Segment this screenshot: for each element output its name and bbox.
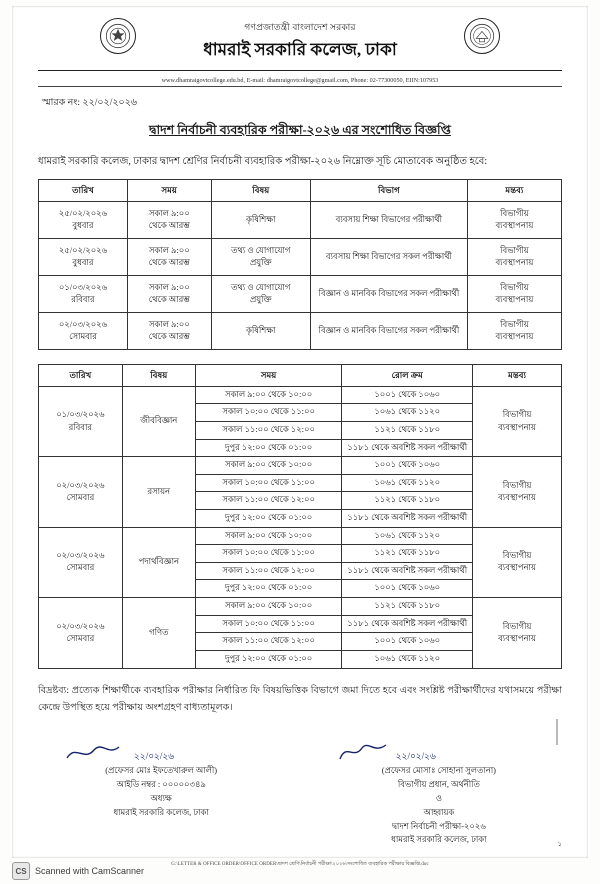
signature-convener bbox=[316, 738, 562, 847]
th-time: সময় bbox=[195, 364, 341, 386]
signature-date-left: ২২/০২/২৬ bbox=[134, 751, 175, 762]
cell-day: রবিবার bbox=[68, 422, 93, 432]
table-header-row bbox=[39, 180, 562, 202]
camscanner-badge-icon: CS bbox=[12, 862, 30, 880]
cell-time: দুপুর ১২:০০ থেকে ০১:০০ bbox=[195, 510, 341, 528]
cell-remark: বিভাগীয় bbox=[500, 319, 529, 329]
principal-designation: অধ্যক্ষ bbox=[150, 793, 172, 803]
file-path-footer: G:\LETTER & OFFICE ORDER\OFFICE ORDER\দ্বাদশ শ্রেণি\নির্বাচনী পরীক্ষা\২০২৬\সংশোধিত ব্যবহারিক পরীক্ষার বিজ্ঞপ্তি.doc bbox=[171, 862, 429, 868]
principal-name: (প্রফেসর মোঃ ইফতেখারুল আলী) bbox=[105, 766, 218, 776]
table-row bbox=[39, 312, 562, 349]
cell-remark2: ব্যবস্থাপনায় bbox=[498, 563, 536, 573]
cell-roll: ১০০১ থেকে ১০৬০ bbox=[342, 457, 473, 475]
cell-roll: ১১৮১ থেকে অবশিষ্ট সকল পরীক্ষার্থী bbox=[342, 510, 473, 528]
note-paragraph: বিদ্রষ্টব্য: প্রত্যেক শিক্ষার্থীকে ব্যবহারিক পরীক্ষার নির্ধারিত ফি বিষয়ভিত্তিক বিভাগে জমা দিতে হবে এবং সংশ্লিষ্ট পরীক্ষার্থীদের যথাসময়ে পরীক্ষা কেন্দ্রে উপস্থিত হয়ে পরীক্ষায় অংশগ্রহণ বাধ্যতামূলক। bbox=[38, 684, 562, 713]
signature-principal bbox=[38, 738, 284, 847]
cell-date: ২৫/০২/২০২৬ bbox=[58, 208, 108, 218]
cell-day: বুধবার bbox=[72, 220, 94, 230]
cell-subject: জীববিজ্ঞান bbox=[122, 386, 195, 456]
page-title: দ্বাদশ নির্বাচনী ব্যবহারিক পরীক্ষা-২০২৬ এর সংশোধিত বিজ্ঞপ্তি bbox=[149, 122, 451, 137]
cell-roll: ১১৮১ থেকে অবশিষ্ট সকল পরীক্ষার্থী bbox=[342, 615, 473, 633]
th-group: বিভাগ bbox=[310, 180, 467, 202]
table-row bbox=[39, 386, 562, 404]
table-row bbox=[39, 598, 562, 616]
cell-subject: তথ্য ও যোগাযোগ bbox=[231, 282, 291, 292]
cell-remark: বিভাগীয় bbox=[502, 551, 532, 561]
cell-time2: থেকে আরম্ভ bbox=[148, 331, 190, 341]
cell-remark2: ব্যবস্থাপনায় bbox=[498, 422, 536, 432]
cell-date: ০২/০৩/২০২৬ bbox=[56, 480, 105, 490]
cell-date: ০১/০৩/২০২৬ bbox=[56, 410, 105, 420]
cell-roll: ১০৬১ থেকে ১১২০ bbox=[342, 404, 473, 422]
cell-day: রবিবার bbox=[71, 294, 95, 304]
cell-remark: বিভাগীয় bbox=[502, 621, 532, 631]
cell-subject: তথ্য ও যোগাযোগ bbox=[231, 245, 291, 255]
cell-subject: গণিত bbox=[122, 598, 195, 668]
cell-time: সকাল ১০:০০ থেকে ১১:০০ bbox=[195, 545, 341, 563]
page-number: ১ bbox=[557, 840, 562, 848]
cell-subject2: প্রযুক্তি bbox=[249, 257, 272, 267]
cell-time: সকাল ৯:০০ bbox=[148, 208, 190, 218]
table-row bbox=[39, 201, 562, 238]
cell-roll: ১১২১ থেকে ১১৮০ bbox=[342, 545, 473, 563]
cell-roll: ১০৬১ থেকে ১১২০ bbox=[342, 650, 473, 668]
th-date: তারিখ bbox=[39, 180, 128, 202]
cell-time: সকাল ১০:০০ থেকে ১১:০০ bbox=[195, 615, 341, 633]
table-row bbox=[39, 457, 562, 475]
cell-time: সকাল ১১:০০ থেকে ১২:০০ bbox=[195, 492, 341, 510]
cell-time: সকাল ৯:০০ bbox=[148, 245, 190, 255]
cell-remark2: ব্যবস্থাপনায় bbox=[498, 633, 536, 643]
cell-roll: ১১২১ থেকে ১১৮০ bbox=[342, 492, 473, 510]
cell-time: সকাল ৯:০০ থেকে ১০:০০ bbox=[195, 386, 341, 404]
cell-remark2: ব্যবস্থাপনায় bbox=[495, 220, 534, 230]
th-remark: মন্তব্য bbox=[467, 180, 561, 202]
cell-time: সকাল ১০:০০ থেকে ১১:০০ bbox=[195, 474, 341, 492]
cell-roll: ১০০১ থেকে ১০৬০ bbox=[342, 580, 473, 598]
principal-institution: ধামরাই সরকারি কলেজ, ঢাকা bbox=[113, 807, 209, 817]
cell-roll: ১১২১ থেকে ১১৮০ bbox=[342, 598, 473, 616]
th-date: তারিখ bbox=[39, 364, 123, 386]
cell-time2: থেকে আরম্ভ bbox=[148, 257, 190, 267]
document-header bbox=[38, 16, 562, 87]
cell-day: সোমবার bbox=[66, 563, 95, 573]
scanned-paper bbox=[12, 6, 588, 868]
cell-subject: পদার্থবিজ্ঞান bbox=[122, 527, 195, 597]
th-subject: বিষয় bbox=[211, 180, 310, 202]
cell-time: সকাল ৯:০০ থেকে ১০:০০ bbox=[195, 527, 341, 545]
th-roll: রোল ক্রম bbox=[342, 364, 473, 386]
th-time: সময় bbox=[127, 180, 211, 202]
camscanner-text: Scanned with CamScanner bbox=[35, 866, 145, 876]
cell-time: সকাল ১০:০০ থেকে ১১:০০ bbox=[195, 404, 341, 422]
cell-subject2: প্রযুক্তি bbox=[249, 294, 272, 304]
cell-time: সকাল ১১:০০ থেকে ১২:০০ bbox=[195, 422, 341, 440]
convener-department: বিভাগীয় প্রধান, অর্থনীতি bbox=[397, 779, 480, 789]
signature-block bbox=[38, 738, 562, 847]
schedule-table-2 bbox=[38, 364, 562, 669]
cell-time: সকাল ১১:০০ থেকে ১২:০০ bbox=[195, 633, 341, 651]
cell-time: সকাল ৯:০০ bbox=[148, 282, 190, 292]
cell-remark: বিভাগীয় bbox=[500, 208, 529, 218]
th-subject: বিষয় bbox=[122, 364, 195, 386]
convener-role: আহ্বায়ক bbox=[423, 807, 455, 817]
cell-group: ব্যবসায় শিক্ষা বিভাগের পরীক্ষার্থী bbox=[310, 201, 467, 238]
cell-roll: ১০০১ থেকে ১০৬০ bbox=[342, 633, 473, 651]
govt-line: গণপ্রজাতন্ত্রী বাংলাদেশ সরকার bbox=[244, 22, 356, 32]
cell-remark2: ব্যবস্থাপনায় bbox=[495, 257, 534, 267]
cell-day: বুধবার bbox=[72, 257, 94, 267]
cell-roll: ১০৬১ থেকে ১১২০ bbox=[342, 527, 473, 545]
cell-roll: ১০০১ থেকে ১০৬০ bbox=[342, 386, 473, 404]
cell-time: সকাল ৯:০০ bbox=[148, 319, 190, 329]
cell-roll: ১১২১ থেকে ১১৮০ bbox=[342, 422, 473, 440]
cell-day: সোমবার bbox=[66, 492, 95, 502]
schedule-table-1 bbox=[38, 179, 562, 350]
cell-day: সোমবার bbox=[69, 331, 97, 341]
signature-mark-right bbox=[316, 738, 562, 764]
cell-roll: ১১৮১ থেকে অবশিষ্ট সকল পরীক্ষার্থী bbox=[342, 439, 473, 457]
table-row bbox=[39, 527, 562, 545]
cell-subject: কৃষিশিক্ষা bbox=[246, 325, 276, 335]
document-body bbox=[12, 6, 588, 868]
govt-seal-icon bbox=[100, 18, 136, 54]
college-name: ধামরাই সরকারি কলেজ, ঢাকা bbox=[203, 40, 397, 59]
cell-subject: কৃষিশিক্ষা bbox=[246, 214, 276, 224]
cell-time: দুপুর ১২:০০ থেকে ০১:০০ bbox=[195, 439, 341, 457]
cell-date: ০২/০৩/২০২৬ bbox=[58, 319, 108, 329]
cell-day: সোমবার bbox=[66, 633, 95, 643]
cell-remark2: ব্যবস্থাপনায় bbox=[498, 492, 536, 502]
table-row bbox=[39, 275, 562, 312]
table-header-row bbox=[39, 364, 562, 386]
convener-conjunction: ও bbox=[435, 793, 442, 803]
cell-group: বিজ্ঞান ও মানবিক বিভাগের সকল পরীক্ষার্থী bbox=[310, 312, 467, 349]
table-row bbox=[39, 238, 562, 275]
cell-remark2: ব্যবস্থাপনায় bbox=[495, 331, 534, 341]
cell-remark: বিভাগীয় bbox=[502, 480, 532, 490]
convener-exam: দ্বাদশ নির্বাচনী পরীক্ষা-২০২৬ bbox=[391, 821, 486, 831]
cell-date: ০২/০৩/২০২৬ bbox=[56, 621, 105, 631]
cell-group: ব্যবসায় শিক্ষা বিভাগের সকল পরীক্ষার্থী bbox=[310, 238, 467, 275]
cell-date: ২৫/০২/২০২৬ bbox=[58, 245, 108, 255]
contact-line: www.dhamraigovtcollege.edu.bd, E-mail: dhamraigovtcollege@gmail.com, Phone: 02-77300050, EIIN:107953 bbox=[161, 77, 439, 84]
cell-date: ০১/০৩/২০২৬ bbox=[58, 282, 108, 292]
signature-mark-left bbox=[38, 738, 284, 764]
th-remark: মন্তব্য bbox=[473, 364, 562, 386]
cell-remark: বিভাগীয় bbox=[500, 245, 529, 255]
header-rule-thin bbox=[38, 86, 562, 87]
cell-time: সকাল ৯:০০ থেকে ১০:০০ bbox=[195, 598, 341, 616]
cell-roll: ১১৮১ থেকে অবশিষ্ট সকল পরীক্ষার্থী bbox=[342, 562, 473, 580]
cell-remark: বিভাগীয় bbox=[500, 282, 529, 292]
camscanner-watermark bbox=[12, 862, 144, 880]
cell-time: দুপুর ১২:০০ থেকে ০১:০০ bbox=[195, 580, 341, 598]
margin-mark bbox=[556, 719, 558, 745]
cell-roll: ১০৬১ থেকে ১১২০ bbox=[342, 474, 473, 492]
cell-time2: থেকে আরম্ভ bbox=[148, 220, 190, 230]
cell-remark: বিভাগীয় bbox=[502, 410, 532, 420]
cell-remark2: ব্যবস্থাপনায় bbox=[495, 294, 534, 304]
cell-time: দুপুর ১২:০০ থেকে ০১:০০ bbox=[195, 650, 341, 668]
cell-subject: রসায়ন bbox=[122, 457, 195, 527]
cell-time: সকাল ১১:০০ থেকে ১২:০০ bbox=[195, 562, 341, 580]
college-seal-icon bbox=[464, 18, 500, 54]
cell-group: বিজ্ঞান ও মানবিক বিভাগের সকল পরীক্ষার্থী bbox=[310, 275, 467, 312]
convener-institution: ধামরাই সরকারি কলেজ, ঢাকা bbox=[391, 835, 487, 845]
cell-time2: থেকে আরম্ভ bbox=[148, 294, 190, 304]
cell-time: সকাল ৯:০০ থেকে ১০:০০ bbox=[195, 457, 341, 475]
memo-number: স্মারক নং: ২২/০২/২০২৬ bbox=[42, 97, 138, 108]
cell-date: ০২/০৩/২০২৬ bbox=[56, 551, 105, 561]
header-rule bbox=[38, 70, 562, 71]
principal-id: আইডি নম্বর : ০০০০০৩৪৯ bbox=[116, 779, 206, 789]
signature-date-right: ২২/০২/২৬ bbox=[395, 751, 436, 762]
convener-name: (প্রফেসর মোসাঃ সোহানা সুলতানা) bbox=[381, 766, 496, 776]
intro-paragraph: ধামরাই সরকারি কলেজ, ঢাকার দ্বাদশ শ্রেণির নির্বাচনী ব্যবহারিক পরীক্ষা-২০২৬ নিম্নোক্ত সূচি মোতাবেক অনুষ্ঠিত হবে: bbox=[38, 155, 488, 167]
